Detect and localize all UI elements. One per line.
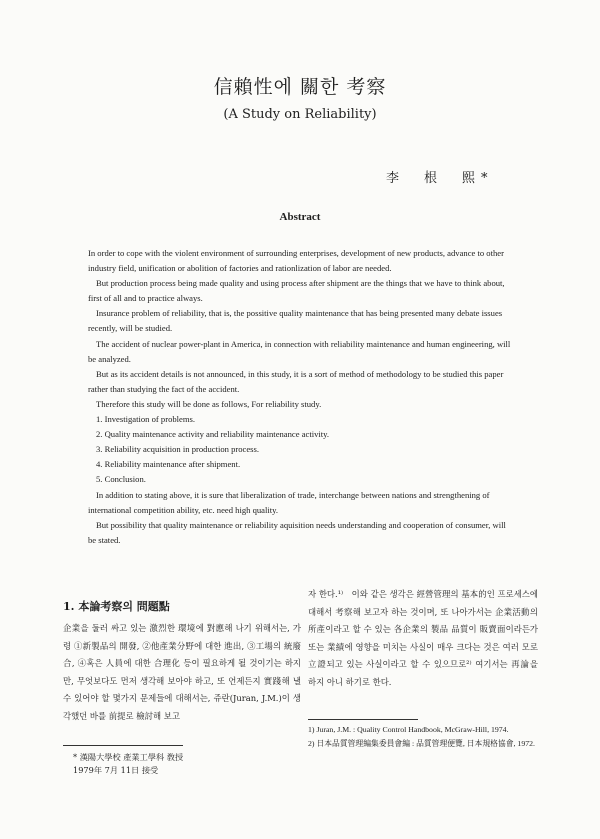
reference-item: 1) Juran, J.M. : Quality Control Handbook, McGraw-Hill, 1974. <box>308 725 509 734</box>
abstract-paragraph: In order to cope with the violent environment of surrounding enterprises, development of new products, advance to other industry field, unification or abolition of factories and rationlization of labor are needed. <box>88 248 504 274</box>
abstract-paragraph: But production process being made quality and using process after shipment are the things that we have to think about, first of all and to practice always. <box>88 278 505 304</box>
paper-title: 信賴性에 關한 考察 <box>213 76 387 98</box>
reference-list <box>308 719 538 751</box>
footnote-affiliation: * 漢陽大學校 產業工學科 敎授 <box>73 752 184 762</box>
abstract-list-item: 2. Quality maintenance activity and reliability maintenance activity. <box>96 429 330 440</box>
abstract-list-item: 4. Reliability maintenance after shipment. <box>96 459 241 470</box>
footnote-received-date: 1979年 7月 11日 接受 <box>73 765 159 775</box>
abstract-paragraph: Therefore this study will be done as follows, For reliability study. <box>96 398 322 409</box>
abstract-paragraph: The accident of nuclear power-plant in America, in connection with reliability maintenance and human engineering, will be analyzed. <box>88 338 511 364</box>
reference-item: 2) 日本品質管理編集委員會編 : 品質管理便覽, 日本規格協會, 1972. <box>308 738 535 748</box>
section-heading: 1. 本論考察의 問題點 <box>63 600 170 613</box>
abstract-paragraph: But as its accident details is not announced, in this study, it is a sort of method of methodology to be studied this paper rather than studying the fact of the accident. <box>88 368 504 394</box>
right-body-text: 자 한다.¹⁾ 이와 같은 생각은 經營管理의 基本的인 프로세스에 대해서 考察해 보고자 하는 것이며, 또 나아가서는 企業活動의 所產이라고 할 수 있는 各企業의 製品 品質이 販賣面이라든가 또는 業績에 영향을 미치는 사실이 매우 크다는 것은 여러 모로 立證되고 있는 사실이라고 할 수 있으므로²⁾ 여기서는 再論을 하지 아니 하기로 한다. <box>308 589 538 687</box>
author-footnote <box>63 745 301 777</box>
section-body-text: 企業을 둘러 싸고 있는 激烈한 環境에 對應해 나기 위해서는, 가령 ①新製品의 開發, ②他產業分野에 대한 進出, ③工場의 統廢合, ④혹은 人員에 대한 合理化 등이 필요하게 될 것이기는 하지만, 무엇보다도 먼저 생각해 보아야 하고, 또 언제든지 實踐해 낼 수 있어야 할 몇가지 문제들에 대해서는, 쥬란(Juran, J.M.)이 생각했던 바를 前提로 檢討해 보고 <box>63 623 301 721</box>
abstract-heading: Abstract <box>279 211 321 223</box>
abstract-list-item: 5. Conclusion. <box>96 474 146 485</box>
abstract-body <box>88 246 513 548</box>
abstract-list-item: 3. Reliability acquisition in production process. <box>96 444 260 455</box>
footnote-divider <box>63 745 183 746</box>
paper-subtitle: (A Study on Reliability) <box>223 107 377 122</box>
reference-divider <box>308 719 418 720</box>
author-name: 李 根 熙* <box>386 171 494 186</box>
left-column <box>63 598 301 725</box>
abstract-paragraph: In addition to stating above, it is sure that liberalization of trade, interchange between nations and strengthening of international competition ability, etc. need high quality. <box>88 489 490 515</box>
abstract-paragraph: Insurance problem of reliability, that is, the possitive quality maintenance that has being presented many debate issues recently, will be studied. <box>88 308 503 334</box>
right-column <box>308 586 538 691</box>
abstract-paragraph: But possibility that quality maintenance or reliability aquisition needs understanding and cooperation of consumer, will be stated. <box>88 519 506 545</box>
abstract-list-item: 1. Investigation of problems. <box>96 414 196 425</box>
